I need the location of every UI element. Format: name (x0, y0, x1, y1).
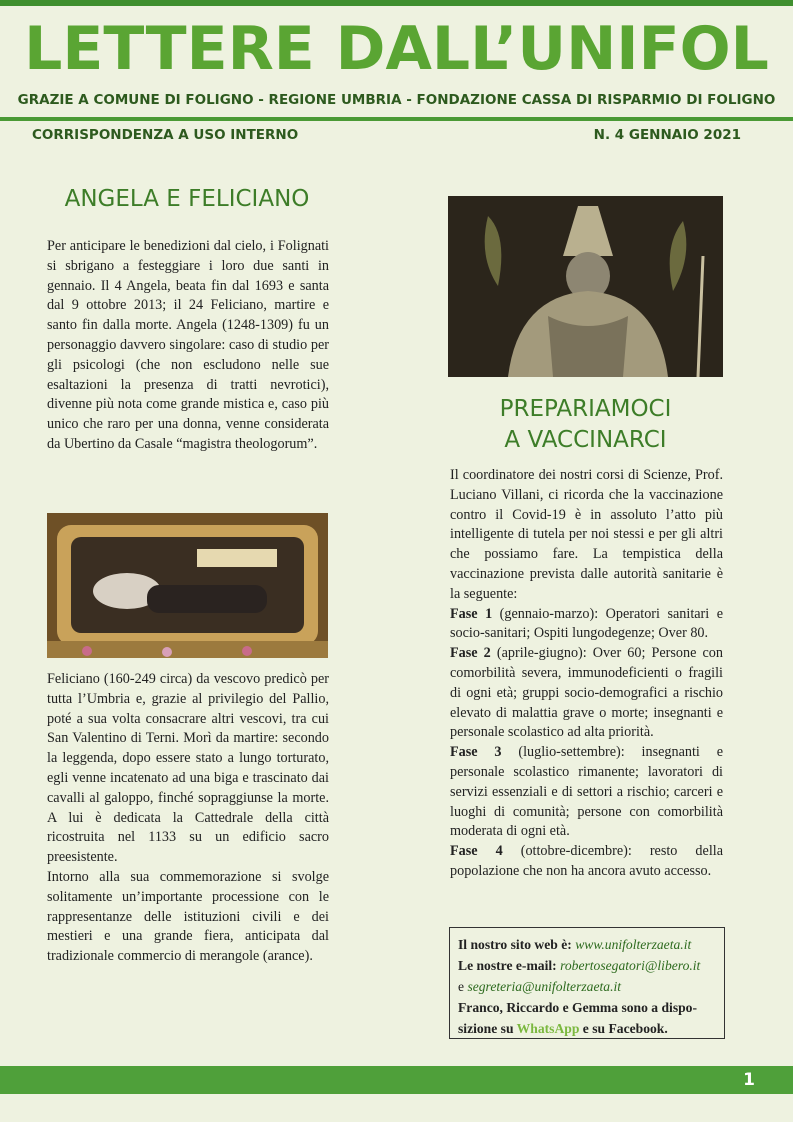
contact-info-box (449, 927, 725, 1039)
phase-label: Fase 1 (450, 605, 493, 622)
relic-image (47, 513, 328, 658)
website-link[interactable]: www.unifolterzaeta.it (575, 937, 692, 952)
relic-photo (47, 513, 328, 658)
distribution-note: CORRISPONDENZA A USO INTERNO (32, 127, 299, 143)
email-label: Le nostre e-mail: (458, 958, 561, 973)
issue-number: N. 4 GENNAIO 2021 (593, 127, 741, 143)
phase-item (450, 743, 723, 842)
phase-item (450, 644, 723, 743)
saint-statue-photo (448, 196, 723, 377)
phase-text: (luglio-settembre): insegnanti e personale scolastico rimanente; lavoratori di servizi essenziali e di settori a rischio; carceri e luoghi di comunità; persone con comorbilità moderata di ogni età. (450, 744, 723, 840)
footer-bar (0, 1066, 793, 1094)
article-body-part1 (47, 237, 329, 455)
contact-pre: sizione su (458, 1021, 517, 1036)
vaccination-body (450, 466, 723, 882)
page-number: 1 (743, 1070, 755, 1090)
email-link-1[interactable]: robertosegatori@libero.it (560, 958, 701, 973)
phase-text: (ottobre-dicembre): resto della popolazione che non ha ancora avuto accesso. (450, 843, 723, 879)
website-label: Il nostro sito web è: (458, 937, 576, 952)
article-paragraph: Intorno alla sua commemorazione si svolge solitamente un’importante processione con le rappresentanze delle istituzioni civili e dei mestieri e una grande fiera, anticipata dal tradizionale commercio di merangole (arance). (47, 868, 329, 965)
article-body-part2 (47, 670, 329, 967)
email-link-2[interactable]: segreteria@unifolterzaeta.it (467, 979, 622, 994)
article-title-vaccination (448, 394, 723, 456)
title-line: PREPARIAMOCI (499, 396, 672, 422)
contact-post: e su Facebook. (579, 1021, 668, 1036)
masthead-subtitle: GRAZIE A COMUNE DI FOLIGNO - REGIONE UMBRIA - FONDAZIONE CASSA DI RISPARMIO DI FOLIGNO (17, 92, 776, 108)
phase-label: Fase 2 (450, 645, 491, 662)
article-paragraph: Per anticipare le benedizioni dal cielo, i Folignati si sbrigano a festeggiare i loro due santi in gennaio. Il 4 Angela, beata fin dal 1693 e santa dal 9 ottobre 2013; il 24 Feliciano, martire e santo fin dalla morte. Angela (1248-1309) fu un personaggio davvero singolare: caso di studio per gli psicologi (che non escludono nelle sue esaltazioni la presenza di tratti nevrotici), divenne più nota come grande mistica e, caso più unico che raro per una donna, venne considerata da Ubertino da Casale “magistra theologorum”. (47, 238, 329, 452)
phase-label: Fase 4 (450, 843, 503, 860)
phase-text: (gennaio-marzo): Operatori sanitari e socio-sanitari; Ospiti lungodegenze; Over 80. (450, 605, 723, 642)
phase-text: (aprile-giugno): Over 60; Persone con comorbilità severa, immunodeficienti o fragili di ogni età; gruppi socio-demografici a rischio elevato di malattia grave o morte; insegnanti e personale scolastico ad alta priorità. (450, 645, 723, 741)
article-title-angela-feliciano: ANGELA E FELICIANO (64, 186, 310, 212)
masthead-rule (0, 117, 793, 121)
contact-line-b (458, 1018, 716, 1039)
phase-item (450, 605, 723, 645)
email-line-2 (458, 976, 716, 997)
phase-label: Fase 3 (450, 744, 502, 761)
email-joiner: e (458, 979, 468, 994)
whatsapp-link[interactable]: WhatsApp (516, 1021, 580, 1036)
phase-item (450, 842, 723, 882)
masthead-top-bar (0, 0, 793, 6)
contact-line-a: Franco, Riccardo e Gemma sono a dispo- (458, 1000, 697, 1015)
masthead-title: LETTERE DALL’UNIFOL (24, 14, 769, 84)
vaccination-intro: Il coordinatore dei nostri corsi di Scienze, Prof. Luciano Villani, ci ricorda che la vaccinazione contro il Covid-19 è in assoluto l’atto più intelligente di tutela per noi stessi e per gli altri che possiamo fare. La tempistica della vaccinazione prevista dalle autorità sanitarie è la seguente: (450, 467, 723, 602)
saint-statue-image (448, 196, 723, 377)
title-line: A VACCINARCI (504, 427, 667, 453)
email-line (458, 955, 716, 976)
website-line (458, 934, 716, 955)
article-paragraph: Feliciano (160-249 circa) da vescovo predicò per tutta l’Umbria e, grazie al privilegio del Pallio, poté a sua volta consacrare altri vescovi, tra cui San Valentino di Terni. Morì da martire: secondo la leggenda, dopo essere stato a lungo torturato, egli venne incatenato ad una biga e trascinato dai cavalli al galoppo, finché sopraggiunse la morte. A lui è dedicata la Cattedrale della città ricostruita nel 1133 su un edificio sacro preesistente. (47, 671, 329, 866)
